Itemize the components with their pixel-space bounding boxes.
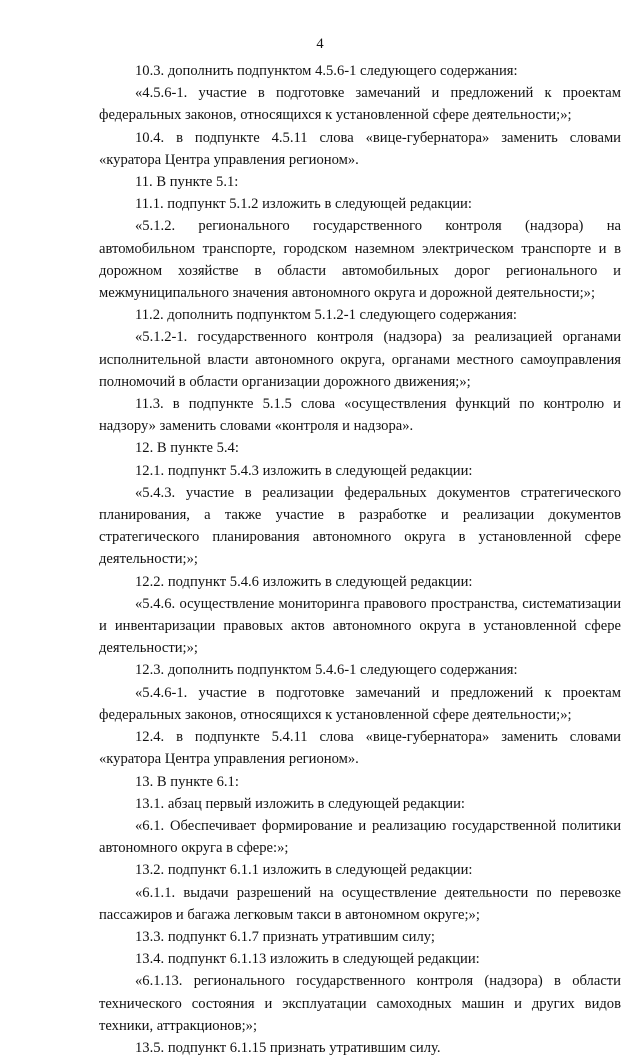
paragraph: 11. В пункте 5.1: — [135, 174, 239, 191]
paragraph: 10.3. дополнить подпунктом 4.5.6-1 следующего содержания: — [135, 63, 518, 79]
page-number: 4 — [316, 36, 324, 52]
paragraph: «5.4.6. осуществление мониторинга правового пространства, систематизации и инвентаризации правовых актов автономного округа в установленной сфере деятельности;»; — [99, 595, 621, 657]
paragraph: 12.2. подпункт 5.4.6 изложить в следующей редакции: — [135, 573, 473, 590]
paragraph: «5.1.2. регионального государственного контроля (надзора) на автомобильном транспорте, городском наземном электрическом транспорте и в дорожном хозяйстве в области автомобильных дорог регионального и межмуниципального значения автономного округа и дорожной деятельности;»; — [99, 218, 621, 302]
paragraph: «5.4.3. участие в реализации федеральных документов стратегического планирования, а также участие в разработке и реализации документов стратегического планирования автономного округа в установленной сфере деятельности;»; — [99, 484, 621, 568]
scan-artifact-divider — [456, 896, 496, 898]
document-body — [99, 60, 621, 1059]
paragraph: 11.1. подпункт 5.1.2 изложить в следующей редакции: — [135, 196, 472, 213]
paragraph: 11.2. дополнить подпунктом 5.1.2-1 следующего содержания: — [135, 307, 517, 324]
paragraph: «5.1.2-1. государственного контроля (надзора) за реализацией органами исполнительной власти автономного округа, органами местного самоуправления полномочий в области организации дорожного движения;»; — [99, 329, 621, 390]
paragraph: «4.5.6-1. участие в подготовке замечаний и предложений к проектам федеральных законов, относящихся к установленной сфере деятельности;»; — [99, 85, 621, 124]
paragraph: 13. В пункте 6.1: — [135, 773, 239, 790]
paragraph: 12. В пункте 5.4: — [135, 440, 239, 457]
paragraph: 12.4. в подпункте 5.4.11 слова «вице-губернатора» заменить словами «куратора Центра управления регионом». — [99, 729, 621, 768]
paragraph: «6.1. Обеспечивает формирование и реализацию государственной политики автономного округа в сфере:»; — [99, 817, 621, 857]
paragraph: 13.2. подпункт 6.1.1 изложить в следующей редакции: — [135, 862, 473, 879]
paragraph: 10.4. в подпункте 4.5.11 слова «вице-губернатора» заменить словами «куратора Центра управления регионом». — [99, 129, 621, 168]
paragraph: 13.3. подпункт 6.1.7 признать утратившим силу; — [135, 928, 435, 945]
paragraph: «5.4.6-1. участие в подготовке замечаний и предложений к проектам федеральных законов, относящихся к установленной сфере деятельности;»; — [99, 684, 621, 723]
paragraph: 11.3. в подпункте 5.1.5 слова «осуществления функций по контролю и надзору» заменить словами «контроля и надзора». — [99, 396, 621, 435]
paragraph: «6.1.1. выдачи разрешений на осуществление деятельности по перевозке пассажиров и багажа легковым такси в автономном округе;»; — [99, 884, 621, 923]
paragraph: 13.1. абзац первый изложить в следующей редакции: — [135, 795, 465, 812]
paragraph: 13.4. подпункт 6.1.13 изложить в следующей редакции: — [135, 951, 480, 968]
paragraph: 12.3. дополнить подпунктом 5.4.6-1 следующего содержания: — [135, 662, 518, 679]
paragraph: «6.1.13. регионального государственного контроля (надзора) в области технического состояния и эксплуатации самоходных машин и других видов техники, аттракционов;»; — [99, 973, 621, 1034]
paragraph: 12.1. подпункт 5.4.3 изложить в следующей редакции: — [135, 462, 473, 479]
paragraph: 13.5. подпункт 6.1.15 признать утратившим силу. — [135, 1039, 441, 1056]
